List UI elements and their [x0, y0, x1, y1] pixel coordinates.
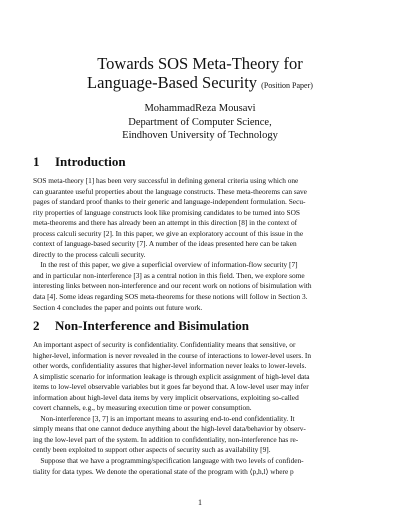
- text-line: simply means that one cannot deduce anything about the high-level data/behavior by observ-: [33, 424, 306, 434]
- title-note: (Position Paper): [261, 81, 313, 90]
- text-line: data [4]. Some ideas regarding SOS meta-theorems for these notions will follow in Section 3.: [33, 292, 308, 302]
- author-department: Department of Computer Science,: [128, 116, 272, 128]
- text-line: context of language-based security [7]. A number of the ideas presented here can be taken: [33, 239, 297, 249]
- text-line: ing the low-level part of the system. In addition to confidentiality, non-interference has re-: [33, 434, 299, 444]
- section-number: 2: [33, 318, 40, 333]
- text-line: interesting links between non-interference and our recent work on notions of bisimulation with: [33, 281, 312, 291]
- text-line: can guarantee useful properties about the language constructs. These meta-theorems can save: [33, 186, 307, 196]
- paragraph: [33, 176, 368, 260]
- text-line: An important aspect of security is confidentiality. Confidentiality means that sensitive, or: [33, 340, 296, 349]
- text-line: A simplistic scenario for information leakage is through explicit assignment of high-level data: [33, 371, 310, 381]
- section-title: Non-Interference and Bisimulation: [55, 318, 250, 333]
- title-line-2: [0, 73, 400, 95]
- text-line: rity properties of language constructs look like promising candidates to be turned into SOS: [33, 207, 300, 217]
- paragraph: [33, 340, 368, 414]
- paragraph: [33, 260, 368, 313]
- title-line-2-text: Language-Based Security: [87, 73, 258, 92]
- text-line: Non-interference [3, 7] is an important means to assuring end-to-end confidentiality. It: [33, 413, 295, 423]
- paragraph: [33, 414, 368, 477]
- section-heading: [33, 154, 368, 170]
- section-number: 1: [33, 154, 40, 169]
- page-number: 1: [198, 498, 202, 507]
- text-line: process calculi security [2]. In this paper, we give an exploratory account of this issue in the: [33, 228, 304, 238]
- text-line: cently been exploited to support other aspects of security such as availability [9].: [33, 445, 271, 455]
- section-title: Introduction: [55, 154, 126, 169]
- text-line: higher-level, information is never revealed in the course of interactions to lower-level users. In: [33, 350, 312, 360]
- text-line: pages of standard proof thanks to their generic and language-independent formulation. Secu-: [33, 197, 306, 207]
- text-line: directly to the process calculi security.: [33, 249, 146, 259]
- text-line: Section 4 concludes the paper and points out future work.: [33, 302, 203, 312]
- section-introduction: [33, 154, 368, 313]
- author-university: Eindhoven University of Technology: [122, 130, 278, 141]
- text-line: items to low-level observable variables but it goes far beyond that. A low-level user may infer: [33, 382, 309, 392]
- section-non-interference: [33, 318, 368, 477]
- text-line: other words, confidentiality assures that higher-level information never leaks to lower-levels.: [33, 361, 307, 371]
- paper-title: [0, 54, 400, 95]
- text-line: meta-theorems and there has already been an attempt in this direction [8] in the context of: [33, 218, 298, 228]
- author-name: MohammadReza Mousavi: [144, 103, 256, 114]
- author-block: [0, 102, 400, 143]
- text-line: information about high-level data items by very implicit observations, exploiting so-called: [33, 392, 299, 402]
- text-line: In the rest of this paper, we give a superficial overview of information-flow security [7]: [33, 260, 298, 270]
- text-line: Suppose that we have a programming/specification language with two levels of confiden-: [33, 456, 304, 466]
- text-line: tiality for data types. We denote the operational state of the program with ⟨p,h,l⟩ where p: [33, 466, 294, 476]
- text-line: and in particular non-interference [3] as a central notion in this field. Then, we explore some: [33, 270, 305, 280]
- section-heading: [33, 318, 368, 334]
- text-line: covert channels, e.g., by measuring execution time or power consumption.: [33, 403, 252, 413]
- title-line-1: Towards SOS Meta-Theory for: [97, 54, 303, 73]
- text-line: SOS meta-theory [1] has been very successful in defining general criteria using which one: [33, 176, 299, 185]
